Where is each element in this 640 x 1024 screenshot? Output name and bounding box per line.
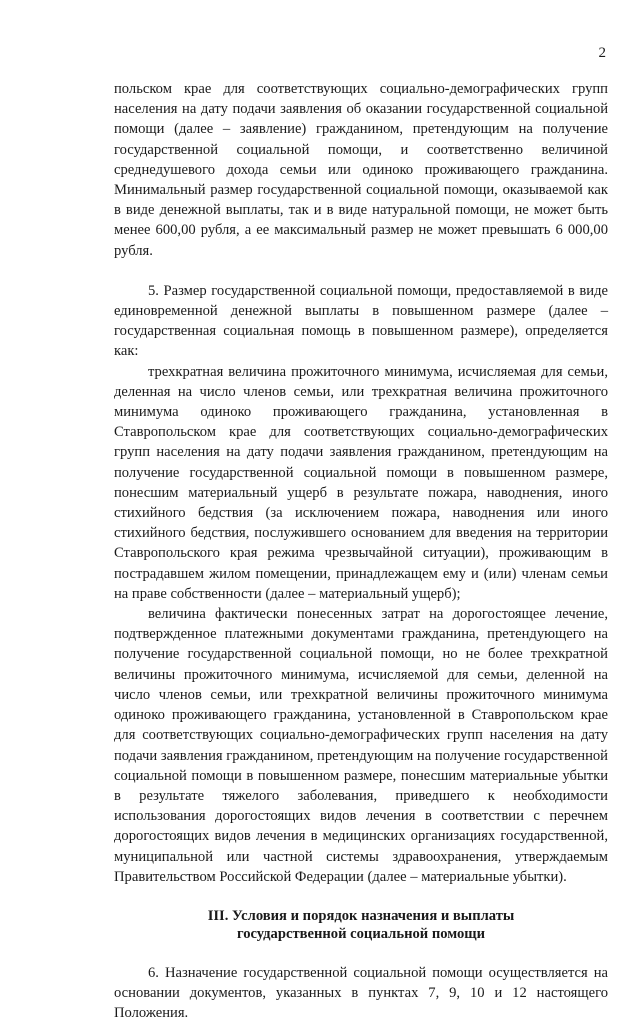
section-heading-line-1: III. Условия и порядок назначения и выплаты bbox=[207, 907, 515, 924]
section-heading-line-2: государственной социальной помощи bbox=[236, 925, 486, 942]
document-body bbox=[114, 79, 608, 1024]
paragraph-gap bbox=[114, 261, 608, 281]
paragraph-6: 6. Назначение государственной социальной помощи осуществляется на основании документов, указанных в пунктах 7, 9, 10 и 12 настоящего Положения. bbox=[114, 964, 608, 1022]
paragraph-continuation: польском крае для соответствующих социально-демографических групп населения на дату подачи заявления об оказании государственной социальной помощи (далее – заявление) гражданином, претендующим на получение государственной социальной помощи, и соответственно величиной среднедушевого дохода семьи или одиноко проживающего гражданина. Минимальный размер государственной социальной помощи, оказываемой как в виде денежной выплаты, так и в виде натуральной помощи, не может быть менее 600,00 рубля, а ее максимальный размер не может превышать 6 000,00 рубля. bbox=[114, 81, 608, 259]
paragraph-gap bbox=[114, 943, 608, 963]
page-number: 2 bbox=[598, 45, 606, 61]
paragraph-5-material-losses: величина фактически понесенных затрат на дорогостоящее лечение, подтвержденное платежными документами гражданина, претендующего на получение государственной социальной помощи, но не более трехкратной величины прожиточного минимума, исчисляемой для семьи, деленной на число членов семьи, или трехкратной величины прожиточного минимума одиноко проживающего гражданина, установленной в Ставропольском крае для соответствующих социально-демографических групп населения на дату подачи заявления гражданином, претендующим на получение государственной социальной помощи в повышенном размере, понесшим материальные убытки в результате тяжелого заболевания, приведшего к необходимости использования дорогостоящих видов лечения в соответствии с перечнем дорогостоящих видов лечения в медицинских организациях государственной, муниципальной или частной системы здравоохранения, утверждаемым Правительством Российской Федерации (далее – материальные убытки). bbox=[114, 606, 608, 885]
section-heading bbox=[114, 907, 608, 943]
paragraph-5-material-damage: трехкратная величина прожиточного минимума, исчисляемая для семьи, деленная на число членов семьи, или трехкратная величина прожиточного минимума одиноко проживающего гражданина, установленная в Ставропольском крае для соответствующих социально-демографических групп населения на дату подачи заявления гражданином, претендующим на получение государственной социальной помощи в повышенном размере, понесшим материальный ущерб в результате пожара, наводнения, иного стихийного бедствия (за исключением пожара, наводнения или иного стихийного бедствия, послужившего основанием для введения на территории Ставропольского края режима чрезвычайной ситуации), проживающим в пострадавшем жилом помещении, принадлежащем ему и (или) членам семьи на праве собственности (далее – материальный ущерб); bbox=[114, 363, 608, 602]
paragraph-gap bbox=[114, 887, 608, 907]
paragraph-5-intro: 5. Размер государственной социальной помощи, предоставляемой в виде единовременной денежной выплаты в повышенном размере (далее – государственная социальная помощь в повышенном размере), определяется как: bbox=[114, 282, 608, 360]
